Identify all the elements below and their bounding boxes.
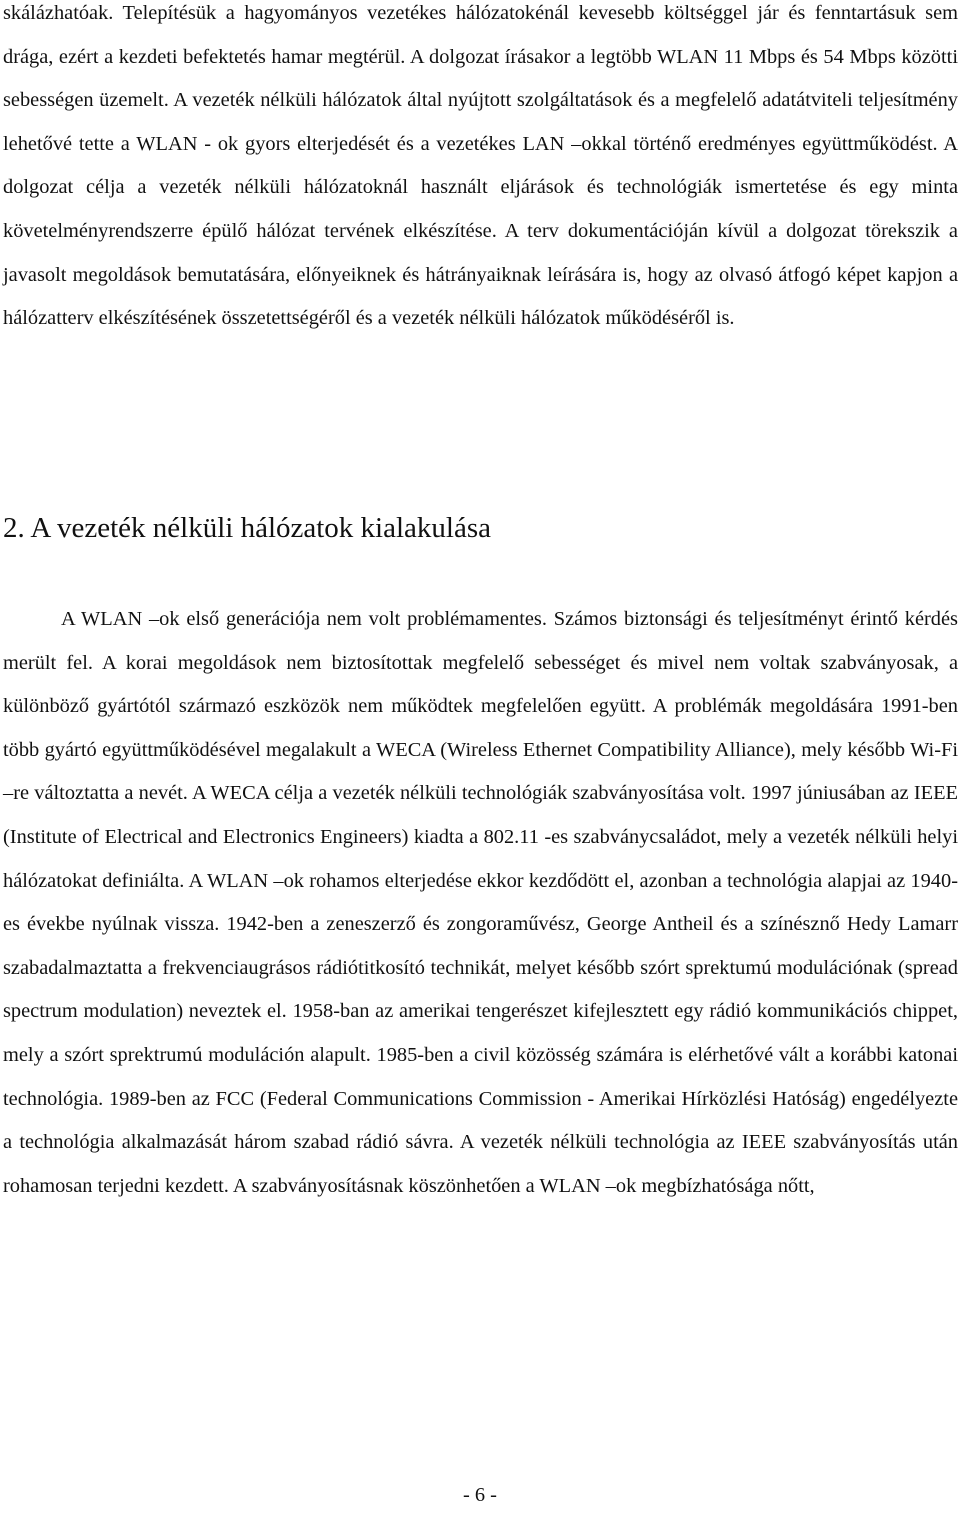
intro-paragraph: skálázhatóak. Telepítésük a hagyományos vezetékes hálózatokénál kevesebb költséggel jár és fenntartásuk sem drága, ezért a kezdeti befektetés hamar megtérül. A dolgozat írásakor a legtöbb WLAN 11 Mbps és 54 Mbps közötti sebességen üzemelt. A vezeték nélküli hálózatok által nyújtott szolgáltatások és a megfelelő adatátviteli teljesítmény lehetővé tette a WLAN - ok gyors elterjedését és a vezetékes LAN –okkal történő eredményes együttműködést. A dolgozat célja a vezeték nélküli hálózatoknál használt eljárások és technológiák ismertetése és egy minta követelményrendszerre épülő hálózat tervének elkészítése. A terv dokumentációján kívül a dolgozat törekszik a javasolt megoldások bemutatására, előnyeiknek és hátrányaiknak leírására is, hogy az olvasó átfogó képet kapjon a hálózatterv elkészítésének összetettségéről és a vezeték nélküli hálózatok működéséről is. [3, 2, 958, 330]
section-heading: 2. A vezeték nélküli hálózatok kialakulása [3, 512, 492, 544]
section-paragraph: A WLAN –ok első generációja nem volt problémamentes. Számos biztonsági és teljesítményt érintő kérdés merült fel. A korai megoldások nem biztosítottak megfelelő sebességet és mivel nem voltak szabványosak, a különböző gyártótól származó eszközök nem működtek megfelelően együtt. A problémák megoldására 1991-ben több gyártó együttműködésével megalakult a WECA (Wireless Ethernet Compatibility Alliance), mely később Wi-Fi –re változtatta a nevét. A WECA célja a vezeték nélküli technológiák szabványosítása volt. 1997 júniusában az IEEE (Institute of Electrical and Electronics Engineers) kiadta a 802.11 -es szabványcsaládot, mely a vezeték nélküli helyi hálózatokat definiálta. A WLAN –ok rohamos elterjedése ekkor kezdődött el, azonban a technológia alapjai az 1940-es évekbe nyúlnak vissza. 1942-ben a zeneszerző és zongoraművész, George Antheil és a színésznő Hedy Lamarr szabadalmaztatta a frekvenciaugrásos rádiótitkosító technikát, melyet később szórt sprektumú modulációnak (spread spectrum modulation) neveztek el. 1958-ban az amerikai tengerészet kifejlesztett egy rádió kommunikációs chippet, mely a szórt sprektrumú moduláción alapult. 1985-ben a civil közösség számára is elérhetővé vált a korábbi katonai technológia. 1989-ben az FCC (Federal Communications Commission - Amerikai Hírközlési Hatóság) engedélyezte a technológia alkalmazását három szabad rádió sávra. A vezeték nélküli technológia az IEEE szabványosítás után rohamosan terjedni kezdett. A szabványosításnak köszönhetően a WLAN –ok megbízhatósága nőtt, [3, 608, 958, 1197]
page-number: - 6 - [463, 1484, 497, 1506]
